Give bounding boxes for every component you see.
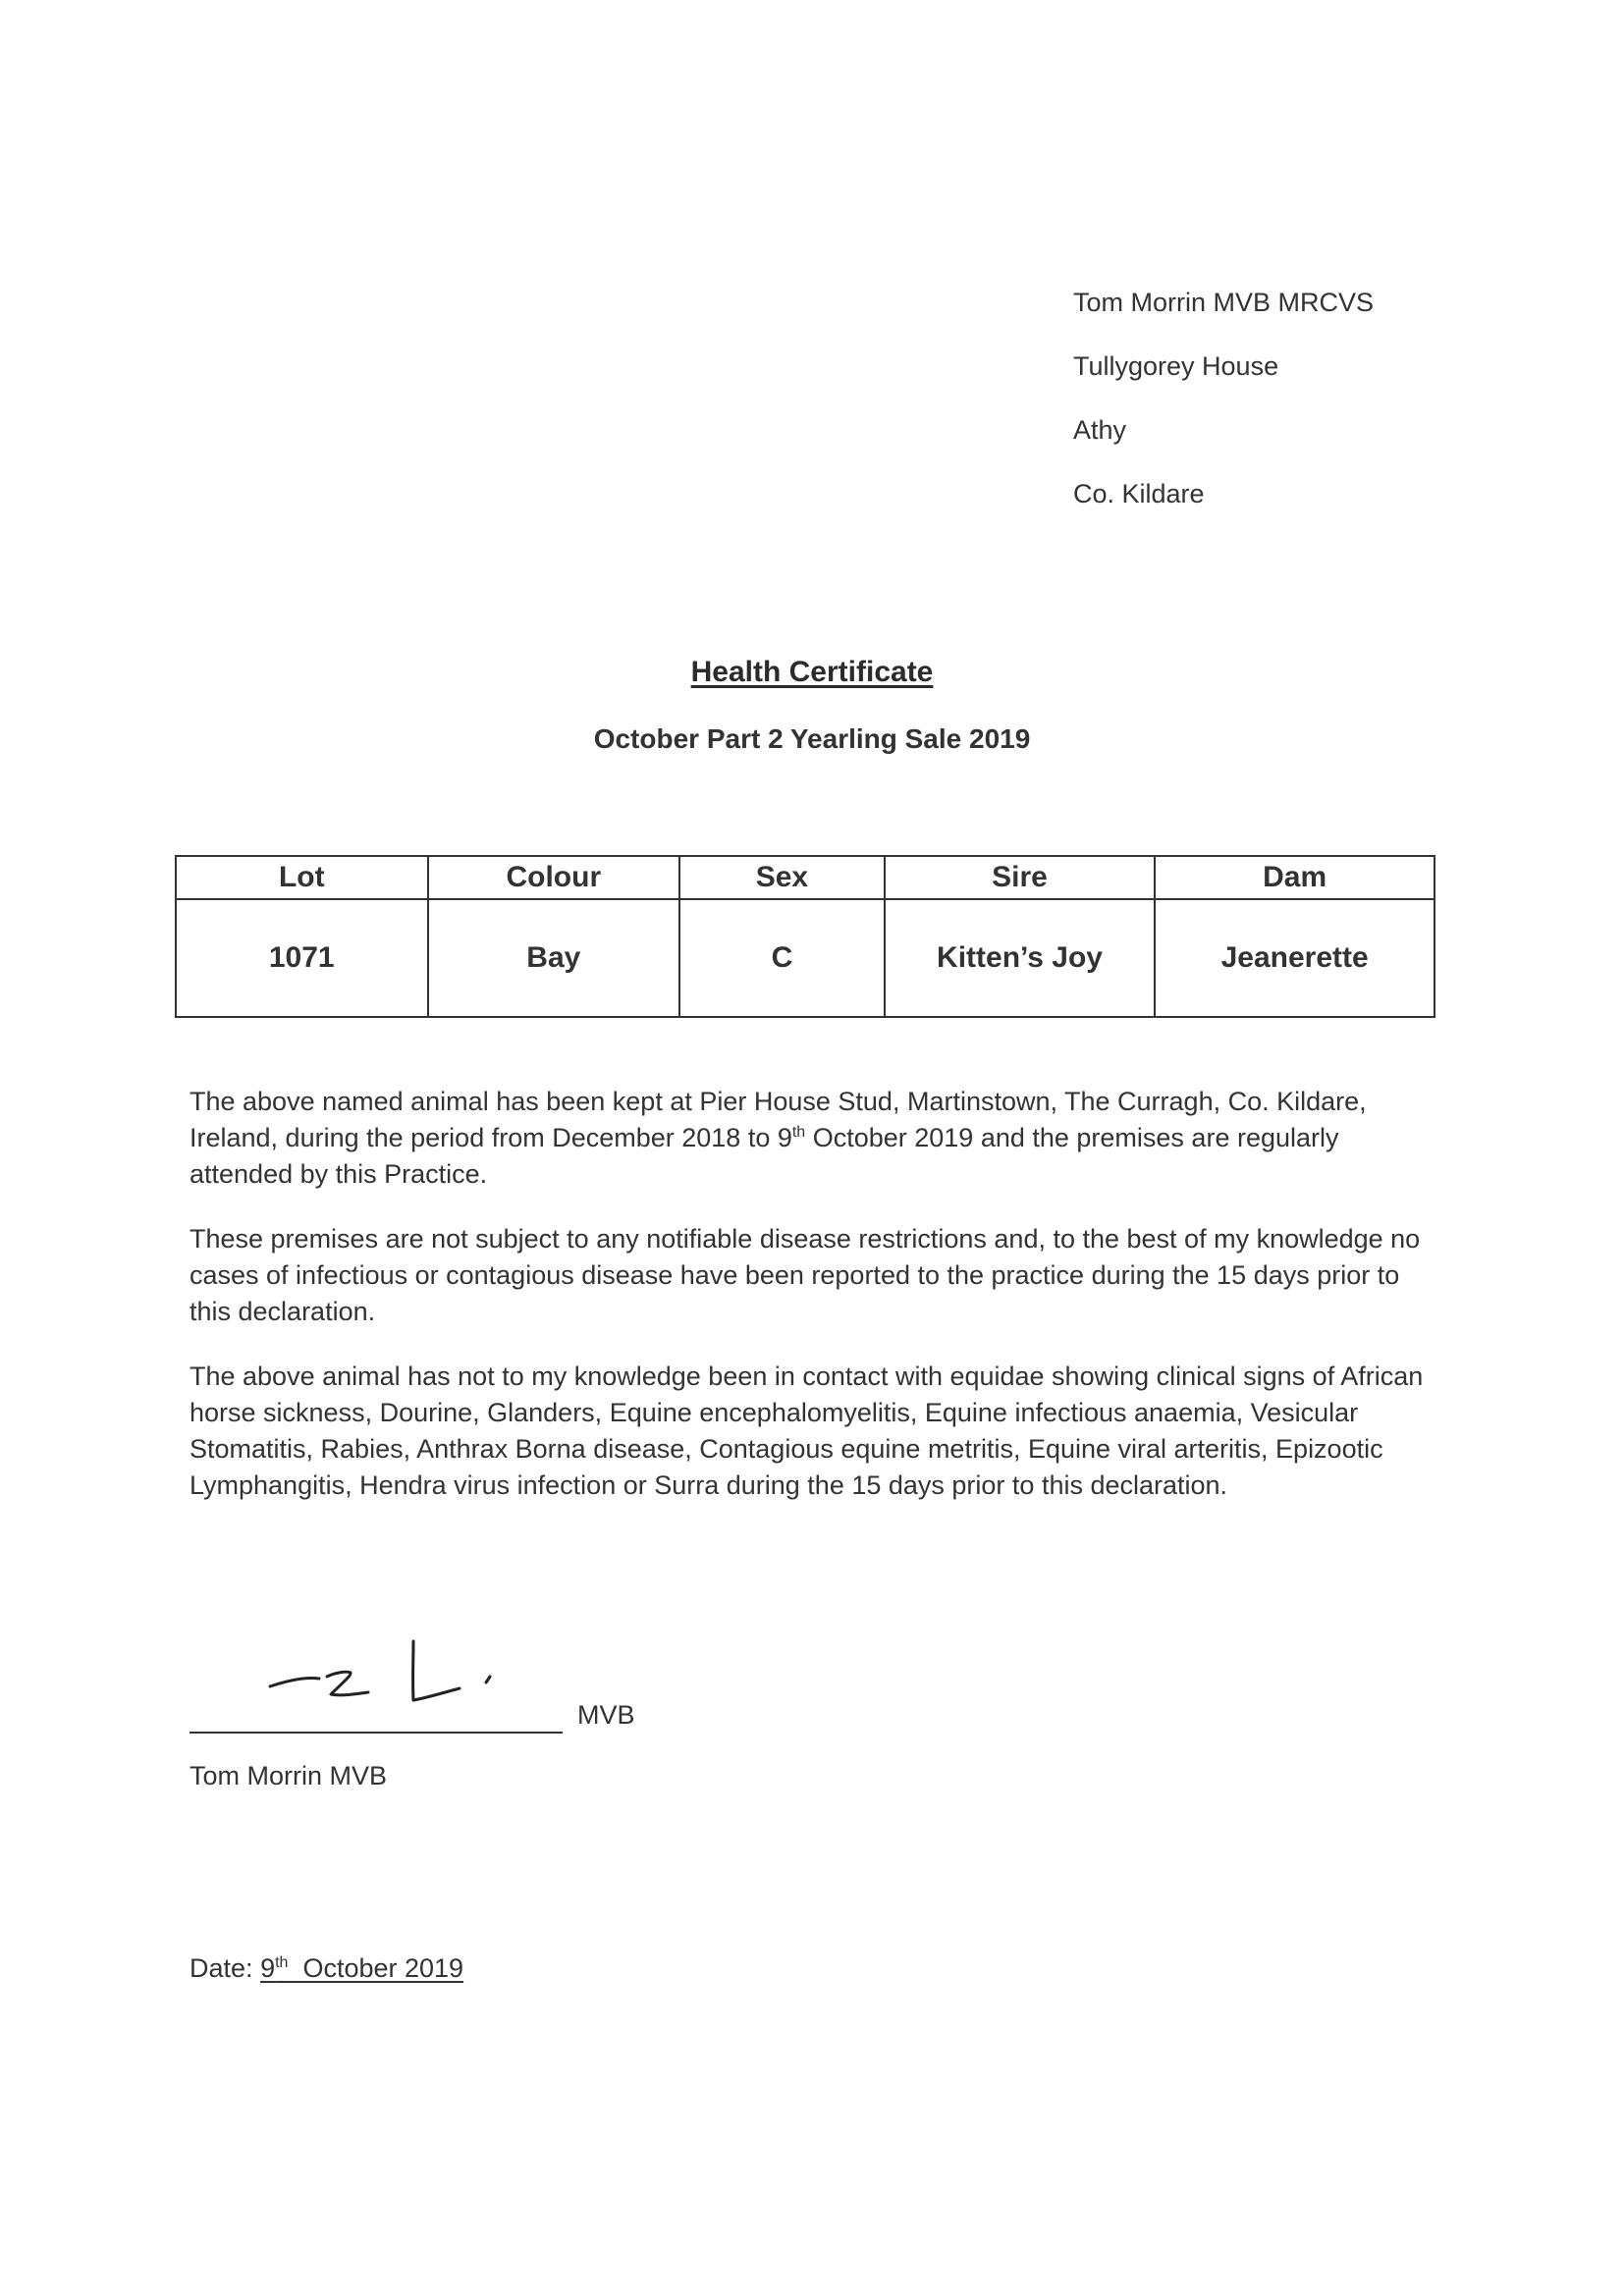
paragraph-premises-part1: The above named animal has been kept at Pier House Stud, Martinstown, The Curragh, Co. Kildare, Ireland, during the period from December 2018 to 9 [189, 1087, 1367, 1152]
paragraph-premises-part2: October 2019 and the premises are regularly attended by this Practice. [189, 1123, 1339, 1189]
document-subtitle: October Part 2 Yearling Sale 2019 [593, 723, 1031, 754]
cell-sire: Kitten’s Joy [885, 899, 1156, 1017]
cell-colour: Bay [428, 899, 680, 1017]
sender-address-line3: Co. Kildare [1073, 479, 1205, 508]
document-title: Health Certificate [690, 656, 934, 688]
column-header-lot: Lot [176, 856, 428, 899]
column-header-colour: Colour [428, 856, 680, 899]
paragraph-premises-superscript: th [791, 1124, 806, 1141]
table-row [176, 899, 1435, 1017]
date-day-superscript: th [275, 1954, 289, 1971]
sender-name: Tom Morrin MVB MRCVS [1073, 288, 1375, 317]
sender-address-line1: Tullygorey House [1073, 351, 1279, 381]
date-value [260, 1953, 463, 1983]
handwritten-signature [258, 1629, 514, 1728]
paragraph-contact: The above animal has not to my knowledge been in contact with equidae showing clinical signs of African horse sickness, Dourine, Glanders, Equine encephalomyelitis, Equine infectious anaemia, Vesicular Stomatitis, Rabies, Anthrax Borna disease, Contagious equine metritis, Equine viral arteritis, Epizootic Lymphangitis, Hendra virus infection or Surra during the 15 days prior to this declaration. [189, 1362, 1424, 1500]
cell-dam: Jeanerette [1155, 899, 1435, 1017]
sender-address-line2: Athy [1073, 415, 1127, 445]
signature-suffix: MVB [577, 1700, 635, 1730]
date-day: 9 [260, 1953, 276, 1983]
column-header-sire: Sire [885, 856, 1156, 899]
certificate-body [189, 1084, 1432, 1532]
horse-details-table [175, 855, 1435, 1018]
signature-line [189, 1732, 563, 1734]
date-label: Date: [189, 1953, 253, 1983]
paragraph-premises [189, 1084, 1432, 1193]
cell-lot: 1071 [176, 899, 428, 1017]
cell-sex: C [679, 899, 885, 1017]
date-line [189, 1953, 463, 1984]
column-header-dam: Dam [1155, 856, 1435, 899]
signature-block [189, 1629, 680, 1747]
column-header-sex: Sex [679, 856, 885, 899]
paragraph-restrictions: These premises are not subject to any notifiable disease restrictions and, to the best of my knowledge no cases of infectious or contagious disease have been reported to the practice during the 15 days prior to this declaration. [189, 1224, 1421, 1326]
date-month-year: October 2019 [288, 1953, 464, 1983]
table-header-row [176, 856, 1435, 899]
signer-name: Tom Morrin MVB [189, 1761, 388, 1790]
sender-address [1073, 271, 1374, 526]
